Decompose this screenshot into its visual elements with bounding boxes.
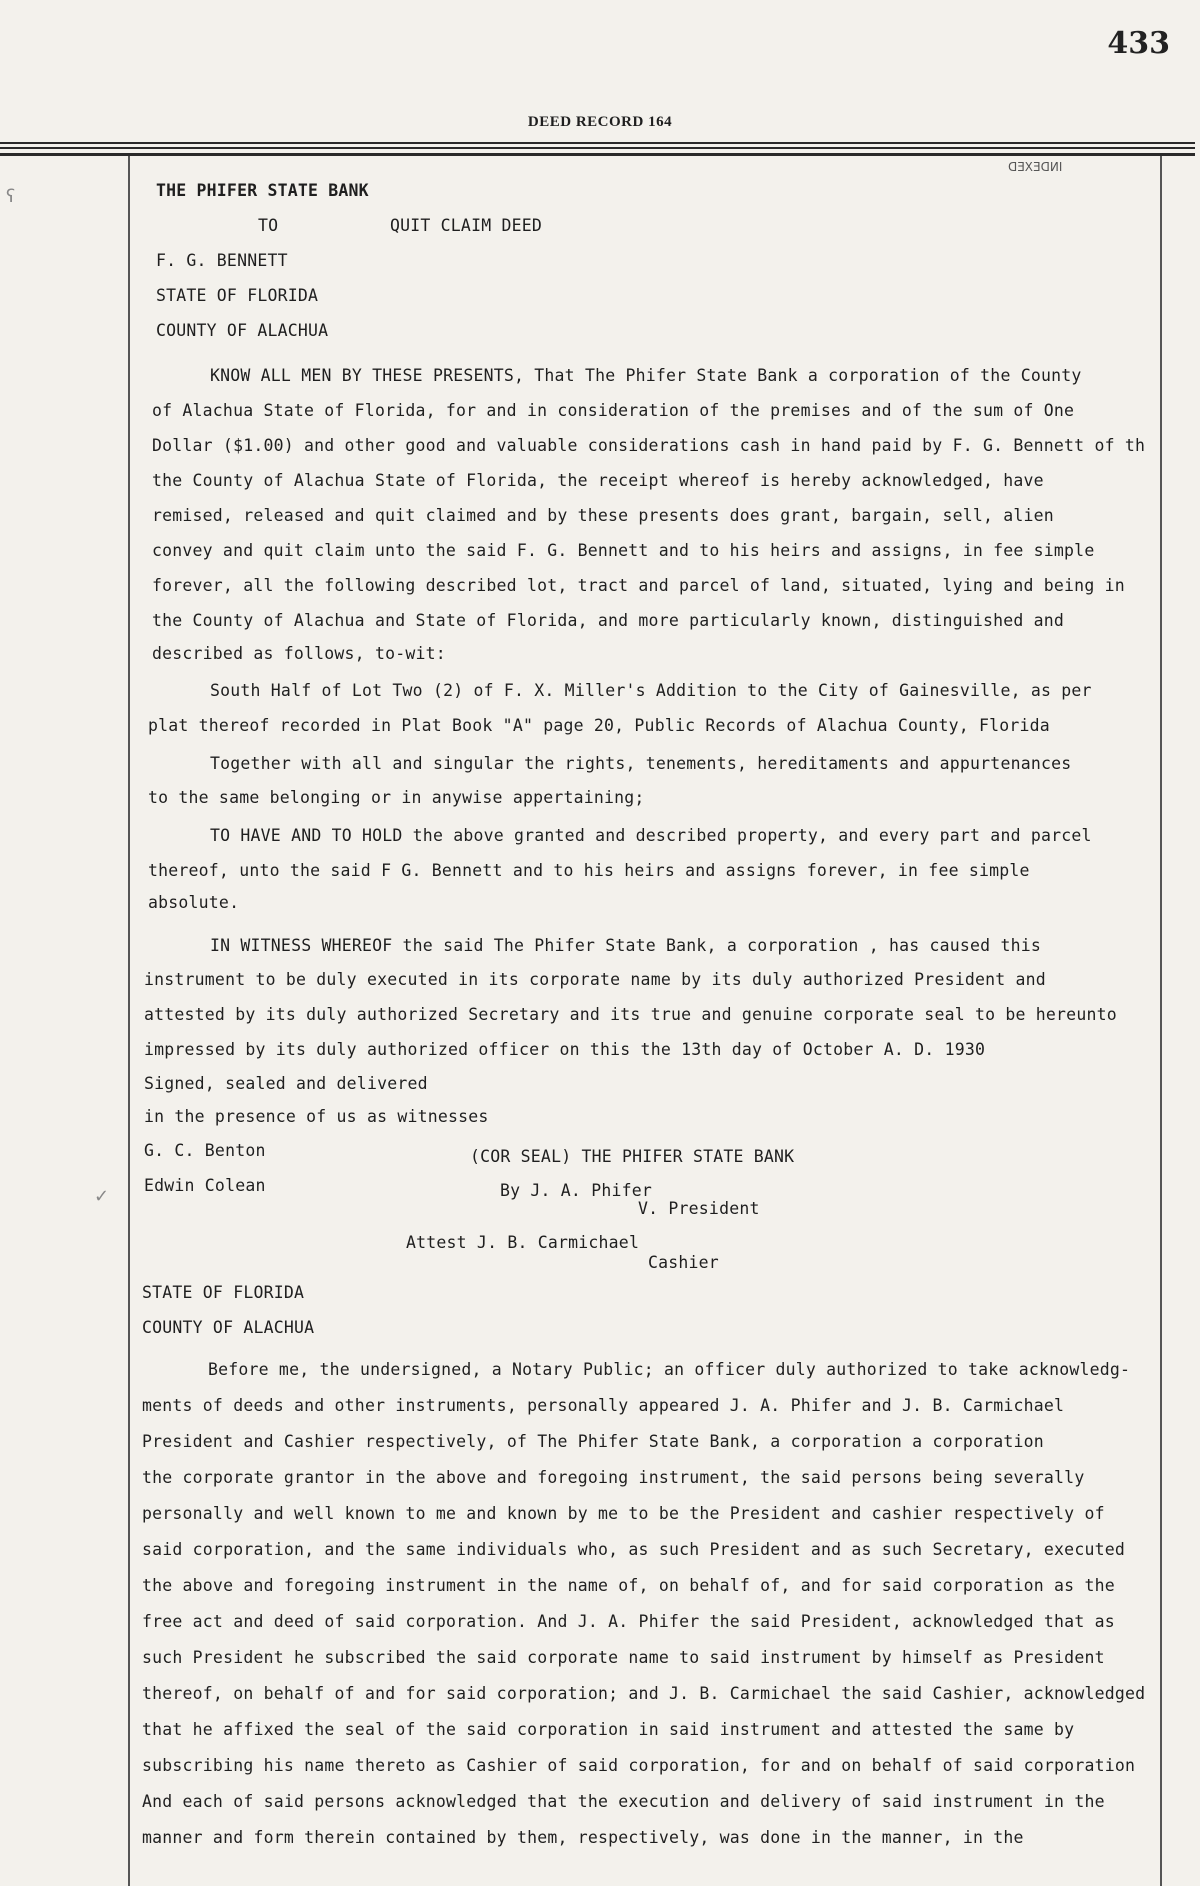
deed-text-line: TO HAVE AND TO HOLD the above granted and described property, and every part and parcel [210,826,1092,845]
state-heading: STATE OF FLORIDA [156,286,319,305]
deed-text-line: Together with all and singular the rights, tenements, hereditaments and appurtenances [210,754,1072,773]
deed-record-header: DEED RECORD 164 [527,114,673,130]
acknowledgment-line: such President he subscribed the said corporate name to said instrument by himself as President [142,1648,1105,1667]
header-rule [0,147,1195,149]
property-description: South Half of Lot Two (2) of F. X. Miller's Addition to the City of Gainesville, as per [210,681,1092,700]
deed-text-line: of Alachua State of Florida, for and in consideration of the premises and of the sum of One [152,401,1075,420]
acknowledgment-line: the corporate grantor in the above and foregoing instrument, the said persons being severally [142,1468,1085,1487]
deed-text-line: Dollar ($1.00) and other good and valuable considerations cash in hand paid by F. G. Bennett of th [152,436,1146,455]
acknowledgment-line: that he affixed the seal of the said corporation in said instrument and attested the same by [142,1720,1075,1739]
attest-signature: Attest J. B. Carmichael [406,1233,640,1252]
indexed-stamp: INDEXED [1008,160,1063,174]
deed-text-line: instrument to be duly executed in its corporate name by its duly authorized President and [144,970,1046,989]
acknowledgment-line: President and Cashier respectively, of The Phifer State Bank, a corporation a corporation [142,1432,1044,1451]
acknowledgment-line: Before me, the undersigned, a Notary Public; an officer duly authorized to take acknowledg- [208,1360,1131,1379]
property-description: plat thereof recorded in Plat Book "A" page 20, Public Records of Alachua County, Florida [148,716,1050,735]
to-label: TO [258,216,279,235]
grantor-name: THE PHIFER STATE BANK [156,181,369,200]
acknowledgment-line: free act and deed of said corporation. And J. A. Phifer the said President, acknowledged that as [142,1612,1115,1631]
witness-name: G. C. Benton [144,1141,266,1160]
deed-text-line: KNOW ALL MEN BY THESE PRESENTS, That The Phifer State Bank a corporation of the County [210,366,1082,385]
deed-text-line: remised, released and quit claimed and by these presents does grant, bargain, sell, alien [152,506,1054,525]
deed-text-line: IN WITNESS WHEREOF the said The Phifer State Bank, a corporation , has caused this [210,936,1041,955]
deed-text-line: the County of Alachua State of Florida, the receipt whereof is hereby acknowledged, have [152,471,1044,490]
grantee-name: F. G. BENNETT [156,251,288,270]
deed-text-line: the County of Alachua and State of Florida, and more particularly known, distinguished and [152,611,1065,630]
margin-check-mark: ✓ [94,1186,110,1207]
deed-text-line: absolute. [148,893,240,912]
acknowledgment-line: said corporation, and the same individuals who, as such President and as such Secretary, executed [142,1540,1125,1559]
deed-text-line: thereof, unto the said F G. Bennett and to his heirs and assigns forever, in fee simple [148,861,1030,880]
witness-name: Edwin Colean [144,1176,266,1195]
header-rule [0,142,1195,144]
acknowledgment-line: subscribing his name thereto as Cashier of said corporation, for and on behalf of said corporation [142,1756,1136,1775]
right-margin-line [1160,156,1162,1886]
deed-text-line: Signed, sealed and delivered [144,1074,428,1093]
corporate-seal-signature: (COR SEAL) THE PHIFER STATE BANK [470,1147,795,1166]
signer-name: By J. A. Phifer [500,1181,653,1200]
deed-text-line: described as follows, to-wit: [152,644,446,663]
margin-mark: ʕ [6,186,16,207]
acknowledgment-line: personally and well known to me and known by me to be the President and cashier respectively of [142,1504,1105,1523]
state-heading: STATE OF FLORIDA [142,1283,305,1302]
left-margin-line [128,156,130,1886]
page-number: 433 [1107,26,1170,61]
attest-title: Cashier [648,1253,719,1272]
acknowledgment-line: ments of deeds and other instruments, personally appeared J. A. Phifer and J. B. Carmichael [142,1396,1065,1415]
acknowledgment-line: And each of said persons acknowledged that the execution and delivery of said instrument in the [142,1792,1105,1811]
county-heading: COUNTY OF ALACHUA [156,321,329,340]
deed-text-line: to the same belonging or in anywise appertaining; [148,788,645,807]
acknowledgment-line: manner and form therein contained by them, respectively, was done in the manner, in the [142,1828,1024,1847]
county-heading: COUNTY OF ALACHUA [142,1318,315,1337]
deed-text-line: in the presence of us as witnesses [144,1107,489,1126]
acknowledgment-line: thereof, on behalf of and for said corporation; and J. B. Carmichael the said Cashier, acknowledged [142,1684,1146,1703]
header-rule [0,153,1195,156]
deed-text-line: attested by its duly authorized Secretary and its true and genuine corporate seal to be hereunto [144,1005,1117,1024]
deed-text-line: impressed by its duly authorized officer on this the 13th day of October A. D. 1930 [144,1040,986,1059]
deed-text-line: forever, all the following described lot, tract and parcel of land, situated, lying and being in [152,576,1125,595]
deed-type: QUIT CLAIM DEED [390,216,543,235]
signer-title: V. President [638,1199,760,1218]
deed-text-line: convey and quit claim unto the said F. G. Bennett and to his heirs and assigns, in fee simple [152,541,1095,560]
acknowledgment-line: the above and foregoing instrument in the name of, on behalf of, and for said corporation as the [142,1576,1115,1595]
